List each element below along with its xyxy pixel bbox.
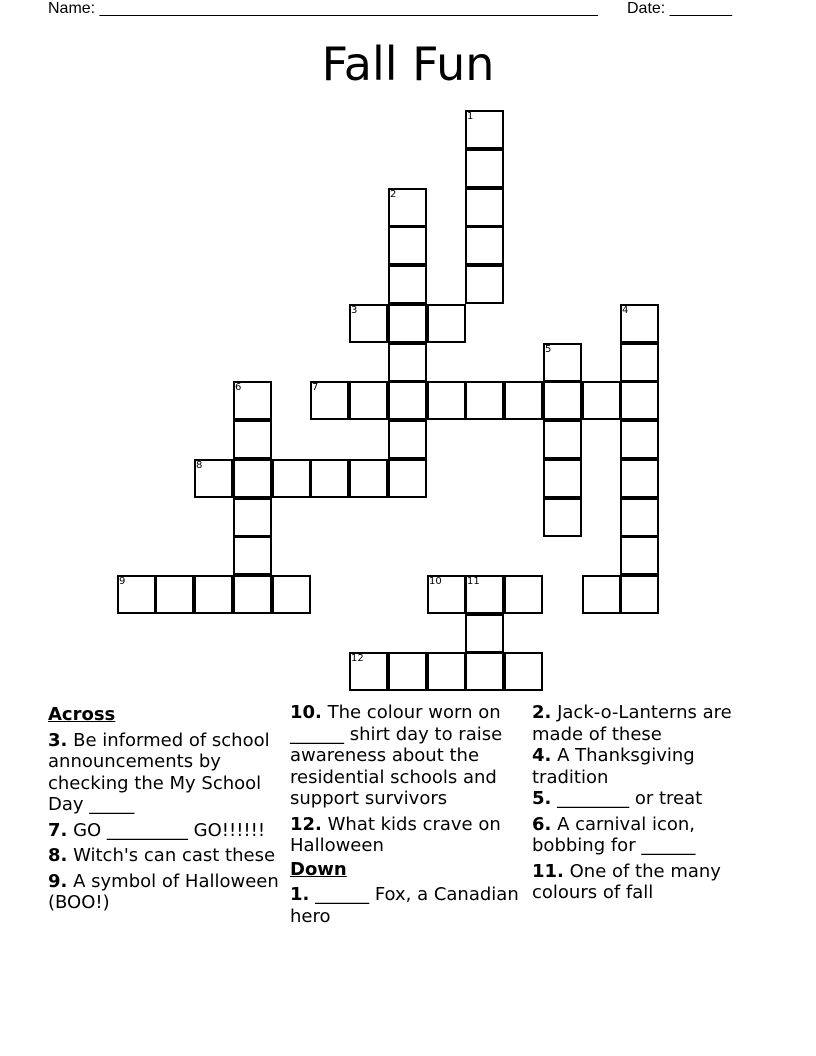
grid-cell[interactable] [349,459,388,498]
down-clue-1 [290,884,522,927]
clue-number-label: 9 [119,576,126,587]
grid-cell[interactable] [465,149,504,188]
grid-cell[interactable] [388,381,427,420]
grid-cell[interactable] [427,381,466,420]
grid-cell[interactable] [233,381,272,420]
grid-cell[interactable] [427,652,466,691]
across-clue-3 [48,730,280,816]
clue-number: 12. [290,813,322,835]
grid-cell[interactable] [582,381,621,420]
clue-text: ________ or treat [551,788,703,809]
clue-number: 1. [290,884,310,905]
clue-text: Be informed of school announcements by checking the My School Day _____ [48,729,270,815]
down-clue-4 [532,745,764,788]
clue-number: 5. [532,788,552,809]
clue-text: Jack-o-Lanterns are made of these [532,702,732,745]
clue-text: ______ Fox, a Canadian hero [290,884,519,927]
clue-number-label: 6 [235,382,242,393]
name-field-label: Name: ________________________________________________________ [48,0,598,17]
grid-cell[interactable] [388,226,427,265]
grid-cell[interactable] [465,110,504,149]
grid-cell[interactable] [272,459,311,498]
grid-cell[interactable] [388,652,427,691]
across-clue-10 [290,702,522,810]
grid-cell[interactable] [543,498,582,537]
across-clue-8 [48,845,280,867]
grid-cell[interactable] [620,459,659,498]
grid-cell[interactable] [620,536,659,575]
grid-cell[interactable] [465,188,504,227]
grid-cell[interactable] [310,459,349,498]
clue-number-label: 1 [467,111,474,122]
grid-cell[interactable] [465,614,504,653]
clue-number: 7. [48,819,68,841]
clue-text: The colour worn on ______ shirt day to raise awareness about the residential schools and support survivors [290,702,503,809]
down-clue-5 [532,788,764,810]
grid-cell[interactable] [465,226,504,265]
grid-cell[interactable] [620,304,659,343]
clue-number-label: 4 [622,305,629,316]
grid-cell[interactable] [427,304,466,343]
grid-cell[interactable] [620,420,659,459]
clue-text: A Thanksgiving tradition [532,745,695,788]
grid-cell[interactable] [504,381,543,420]
grid-cell[interactable] [233,459,272,498]
grid-cell[interactable] [543,343,582,382]
grid-cell[interactable] [388,343,427,382]
grid-cell[interactable] [427,575,466,614]
grid-cell[interactable] [465,575,504,614]
clue-number-label: 10 [429,576,442,587]
grid-cell[interactable] [465,265,504,304]
clue-number: 2. [532,702,552,723]
grid-cell[interactable] [349,304,388,343]
grid-cell[interactable] [543,381,582,420]
grid-cell[interactable] [504,652,543,691]
grid-cell[interactable] [620,575,659,614]
clue-text: What kids crave on Halloween [290,813,501,856]
down-clue-11 [532,861,764,904]
clue-number: 10. [290,702,322,723]
clues-column-1 [48,702,280,914]
grid-cell[interactable] [620,498,659,537]
clue-number: 6. [532,813,552,835]
clue-number-label: 8 [196,460,203,471]
grid-cell[interactable] [465,652,504,691]
grid-cell[interactable] [388,265,427,304]
clues-column-2 [290,702,522,927]
clue-text: GO _________ GO!!!!!! [67,819,266,841]
grid-cell[interactable] [233,536,272,575]
clue-number-label: 5 [545,344,552,355]
worksheet-header [48,0,748,18]
clue-number-label: 7 [312,382,319,393]
grid-cell[interactable] [388,420,427,459]
across-clue-7 [48,820,280,842]
grid-cell[interactable] [388,188,427,227]
grid-cell[interactable] [155,575,194,614]
across-heading: Across [48,704,116,725]
clue-text: Witch's can cast these [67,845,276,866]
grid-cell[interactable] [310,381,349,420]
clue-text: One of the many colours of fall [532,860,721,903]
grid-cell[interactable] [349,652,388,691]
clue-number-label: 2 [390,189,397,200]
clue-number-label: 12 [351,653,364,664]
grid-cell[interactable] [388,304,427,343]
grid-cell[interactable] [465,381,504,420]
grid-cell[interactable] [388,459,427,498]
puzzle-title: Fall Fun [321,37,495,91]
clues-column-3 [532,702,764,904]
clue-number: 11. [532,860,564,882]
grid-cell[interactable] [620,381,659,420]
grid-cell[interactable] [233,575,272,614]
across-clue-12 [290,814,522,857]
grid-cell[interactable] [194,459,233,498]
down-heading: Down [290,858,347,880]
clue-number: 3. [48,729,68,751]
grid-cell[interactable] [117,575,156,614]
clue-text: A symbol of Halloween (BOO!) [48,870,279,913]
grid-cell[interactable] [582,575,621,614]
grid-cell[interactable] [272,575,311,614]
grid-cell[interactable] [233,420,272,459]
across-clue-9 [48,871,280,914]
grid-cell[interactable] [543,420,582,459]
grid-cell[interactable] [194,575,233,614]
grid-cell[interactable] [620,343,659,382]
grid-cell[interactable] [233,498,272,537]
clue-number: 9. [48,870,68,892]
down-clue-6 [532,814,764,857]
grid-cell[interactable] [543,459,582,498]
grid-cell[interactable] [504,575,543,614]
grid-cell[interactable] [349,381,388,420]
clue-number-label: 3 [351,305,358,316]
clue-number-label: 11 [467,576,480,587]
clue-number: 4. [532,745,552,766]
clue-text: A carnival icon, bobbing for ______ [532,813,696,856]
date-field-label: Date: _______ [627,0,732,17]
down-clue-2 [532,702,764,745]
clue-number: 8. [48,845,68,866]
